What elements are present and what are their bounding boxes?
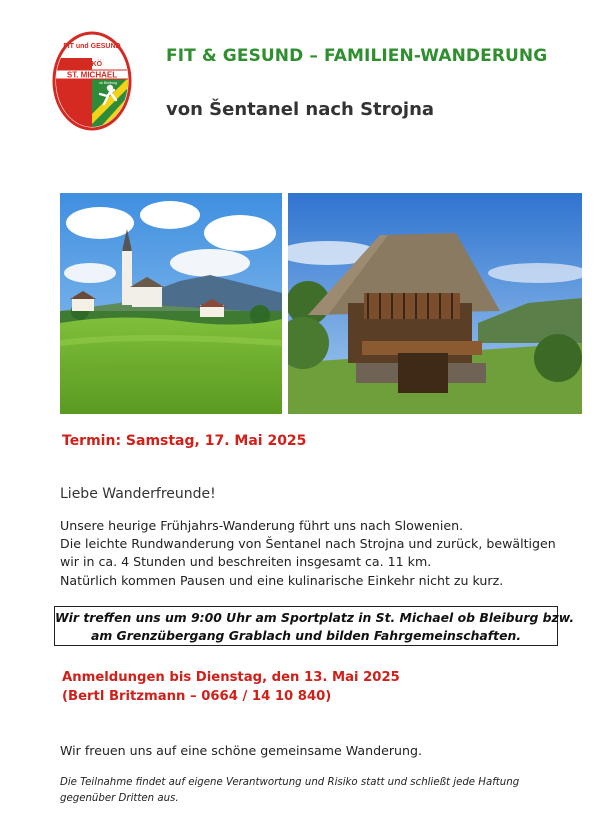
wooden-farmhouse-photo (288, 193, 582, 414)
logo-org-text: ASKÖ (81, 61, 103, 68)
disclaimer-line: Die Teilnahme findet auf eigene Verantwortung und Risiko statt und schließt jede Haftung (60, 777, 520, 788)
page-subtitle: von Šentanel nach Strojna (166, 99, 435, 120)
registration-deadline: Anmeldungen bis Dienstag, den 13. Mai 2025 (62, 670, 400, 685)
logo-place-text: ob Bleiburg (99, 81, 117, 85)
meeting-info-box (54, 606, 575, 646)
greeting: Liebe Wanderfreunde! (60, 486, 216, 502)
meeting-line: Wir treffen uns um 9:00 Uhr am Sportplatz in St. Michael ob Bleiburg bzw. (55, 610, 575, 625)
page-title: FIT & GESUND – FAMILIEN-WANDERUNG (166, 46, 548, 66)
body-text-line: Unsere heurige Frühjahrs-Wanderung führt uns nach Slowenien. (60, 518, 464, 533)
body-text-line: Die leichte Rundwanderung von Šentanel nach Strojna und zurück, bewältigen (60, 536, 556, 551)
club-logo (52, 30, 132, 132)
event-date: Termin: Samstag, 17. Mai 2025 (62, 433, 307, 449)
logo-top-text: FIT und GESUND (63, 43, 121, 50)
village-church-photo (60, 193, 282, 414)
body-text-line: Natürlich kommen Pausen und eine kulinarische Einkehr nicht zu kurz. (60, 573, 504, 588)
body-text-line: wir in ca. 4 Stunden und beschreiten insgesamt ca. 11 km. (60, 554, 432, 569)
registration-contact: (Bertl Britzmann – 0664 / 14 10 840) (62, 689, 332, 704)
disclaimer-line: gegenüber Dritten aus. (60, 793, 179, 804)
closing-text: Wir freuen uns auf eine schöne gemeinsame Wanderung. (60, 743, 422, 758)
meeting-line: am Grenzübergang Grablach und bilden Fahrgemeinschaften. (90, 628, 522, 643)
logo-club-text: ST. MICHAEL (66, 70, 118, 80)
